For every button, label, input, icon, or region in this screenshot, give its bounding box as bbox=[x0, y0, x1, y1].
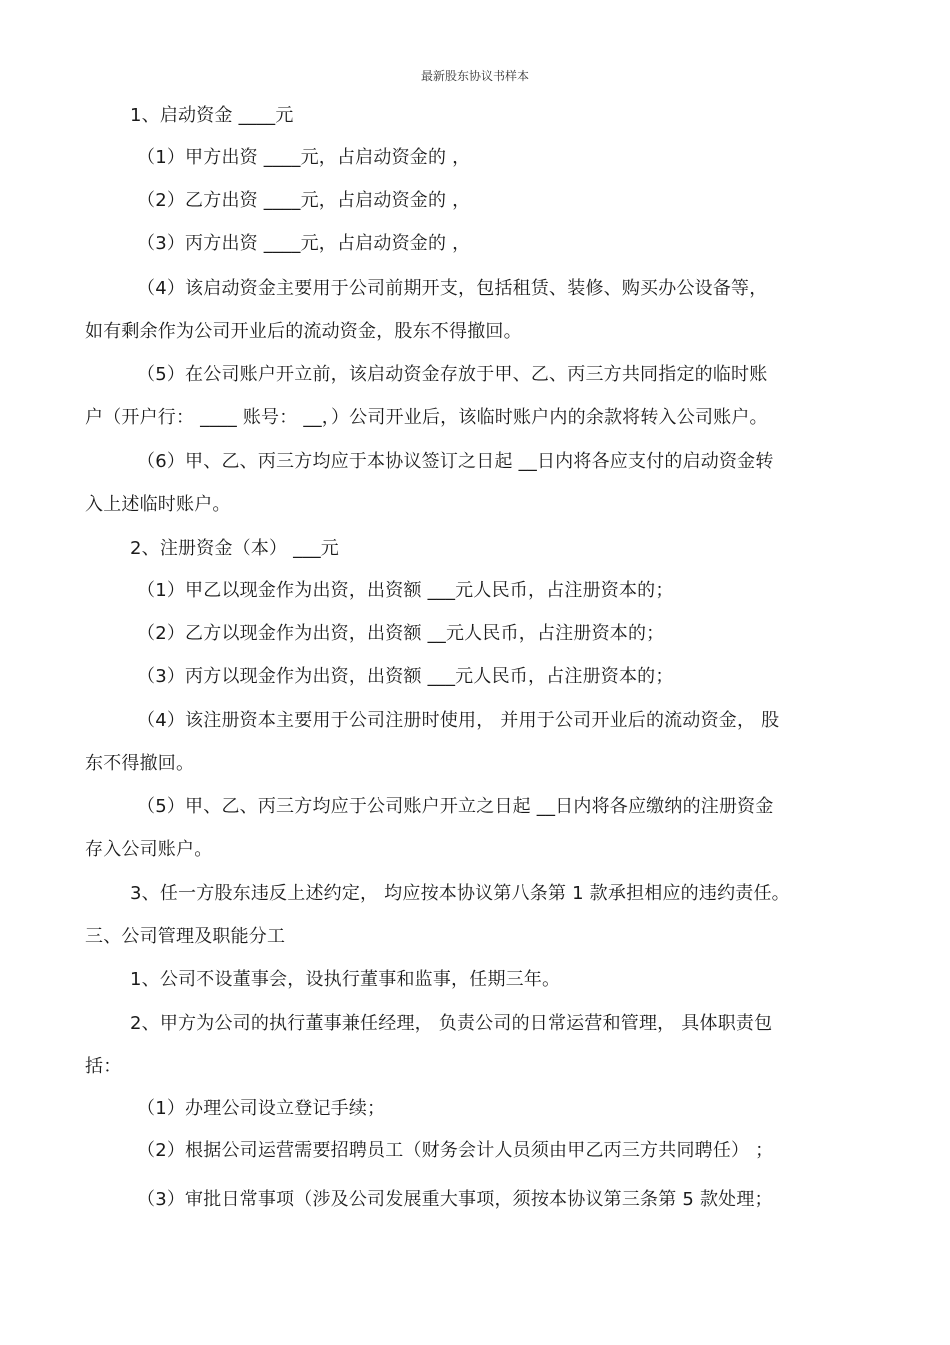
text-line: 东不得撤回。 bbox=[85, 753, 195, 774]
text-line: 如有剩余作为公司开业后的流动资金，股东不得撤回。 bbox=[85, 321, 522, 342]
text-line: （2）乙方出资 ____元，占启动资金的 ， bbox=[137, 190, 471, 211]
text-line: （4）该启动资金主要用于公司前期开支，包括租赁、装修、购买办公设备等， bbox=[137, 278, 768, 299]
text-line: 3、任一方股东违反上述约定， 均应按本协议第八条第 1 款承担相应的违约责任。 bbox=[130, 883, 790, 904]
text-line: （5）甲、乙、丙三方均应于公司账户开立之日起 __日内将各应缴纳的注册资金 bbox=[137, 796, 774, 817]
text-line: （3）丙方以现金作为出资，出资额 ___元人民币，占注册资本的； bbox=[137, 666, 674, 687]
text-line: （1）办理公司设立登记手续； bbox=[137, 1098, 386, 1119]
text-line: （1）甲方出资 ____元，占启动资金的 ， bbox=[137, 147, 471, 168]
text-line: 户（开户行： ____ 账号： __，）公司开业后，该临时账户内的余款将转入公司账户。 bbox=[85, 407, 768, 428]
page-header: 最新股东协议书样本 bbox=[420, 69, 529, 83]
text-line: （2）根据公司运营需要招聘员工（财务会计人员须由甲乙丙三方共同聘任） ； bbox=[137, 1140, 774, 1161]
text-line: （3）丙方出资 ____元，占启动资金的 ， bbox=[137, 233, 471, 254]
text-line: 2、注册资金（本） ___元 bbox=[130, 538, 339, 559]
text-line: （1）甲乙以现金作为出资，出资额 ___元人民币，占注册资本的； bbox=[137, 580, 674, 601]
text-line: 2、甲方为公司的执行董事兼任经理， 负责公司的日常运营和管理， 具体职责包 bbox=[130, 1013, 773, 1034]
section-heading: 三、公司管理及职能分工 bbox=[85, 926, 286, 947]
text-line: （3）审批日常事项（涉及公司发展重大事项，须按本协议第三条第 5 款处理； bbox=[137, 1189, 773, 1210]
text-line: 入上述临时账户。 bbox=[85, 494, 231, 515]
text-line: （6）甲、乙、丙三方均应于本协议签订之日起 __日内将各应支付的启动资金转 bbox=[137, 451, 774, 472]
text-line: （4）该注册资本主要用于公司注册时使用， 并用于公司开业后的流动资金， 股 bbox=[137, 710, 780, 731]
text-line: 1、公司不设董事会，设执行董事和监事，任期三年。 bbox=[130, 969, 561, 990]
text-line: 存入公司账户。 bbox=[85, 839, 213, 860]
text-line: 1、启动资金 ____元 bbox=[130, 105, 294, 126]
text-line: （5）在公司账户开立前，该启动资金存放于甲、乙、丙三方共同指定的临时账 bbox=[137, 364, 768, 385]
text-line: 括： bbox=[85, 1056, 122, 1077]
text-line: （2）乙方以现金作为出资，出资额 __元人民币，占注册资本的； bbox=[137, 623, 665, 644]
